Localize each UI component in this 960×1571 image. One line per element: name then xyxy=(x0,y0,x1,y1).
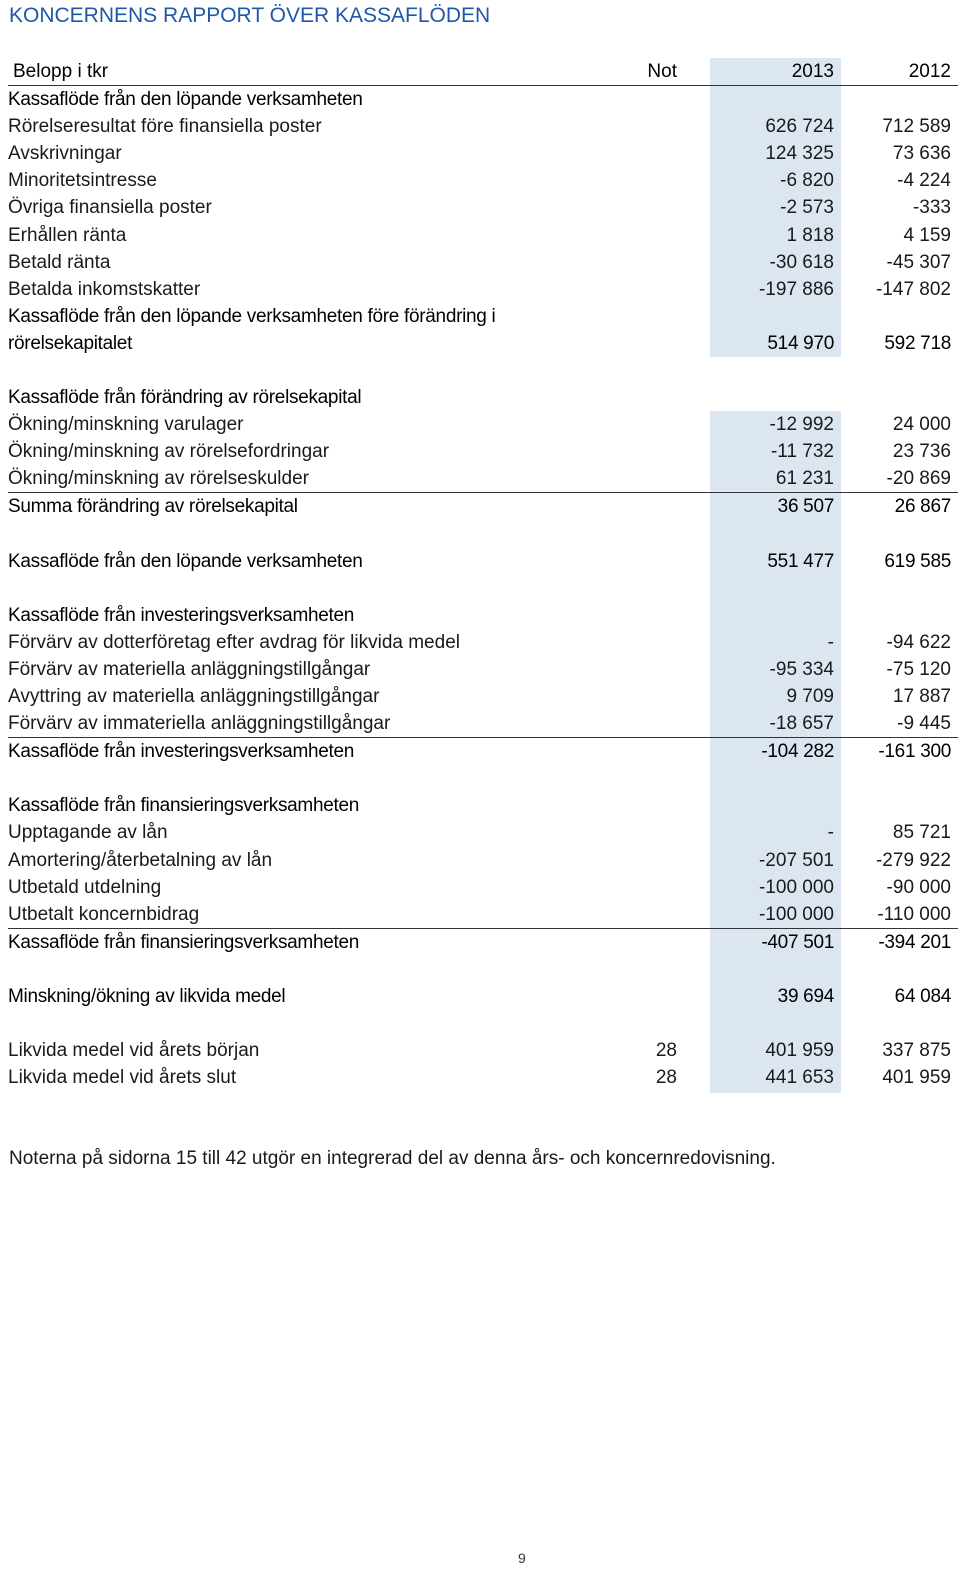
row-label: Likvida medel vid årets början xyxy=(8,1040,260,1062)
table-row xyxy=(8,847,958,874)
table-row xyxy=(8,140,958,167)
row-label: Kassaflöde från investeringsverksamheten xyxy=(8,741,355,763)
value-2013: 401 959 xyxy=(765,1040,834,1062)
row-label: Rörelseresultat före finansiella poster xyxy=(8,116,322,138)
spacer-row xyxy=(8,575,958,602)
row-label: Kassaflöde från investeringsverksamheten xyxy=(8,604,355,626)
value-2012: -75 120 xyxy=(886,658,951,680)
value-2012: -110 000 xyxy=(877,903,951,925)
table-row xyxy=(8,629,958,656)
cashflow-table xyxy=(8,58,958,1091)
table-row xyxy=(8,411,958,438)
section-heading xyxy=(8,86,958,113)
row-label: Avskrivningar xyxy=(8,143,122,165)
total-row xyxy=(8,303,958,357)
footnote: Noterna på sidorna 15 till 42 utgör en integrerad del av denna års- och koncernredovisning. xyxy=(9,1148,776,1169)
row-label: Ökning/minskning av rörelseskulder xyxy=(8,468,309,490)
value-2013: -18 657 xyxy=(769,713,834,735)
value-2013: -30 618 xyxy=(769,251,834,273)
row-label: Ökning/minskning av rörelsefordringar xyxy=(8,441,330,463)
value-2012: -94 622 xyxy=(886,631,951,653)
table-row xyxy=(8,194,958,221)
value-2013: -2 573 xyxy=(780,197,834,219)
row-label: Kassaflöde från den löpande verksamheten före förändring i rörelsekapitalet xyxy=(8,305,496,354)
row-label: Likvida medel vid årets slut xyxy=(8,1067,237,1089)
spacer-row xyxy=(8,956,958,983)
row-label: Kassaflöde från finansieringsverksamheten xyxy=(8,795,360,817)
row-label: Upptagande av lån xyxy=(8,822,168,844)
value-2013: - xyxy=(827,631,834,653)
row-label: Avyttring av materiella anläggningstillgångar xyxy=(8,685,380,707)
row-label: Kassaflöde från förändring av rörelsekapital xyxy=(8,386,362,408)
value-2012: -394 201 xyxy=(878,931,951,953)
value-2012: 17 887 xyxy=(892,685,951,707)
header-not: Not xyxy=(647,61,677,82)
value-2013: 551 477 xyxy=(767,550,834,572)
header-2013: 2013 xyxy=(791,61,834,82)
page-number: 9 xyxy=(518,1550,526,1566)
table-row xyxy=(8,222,958,249)
value-2013: 61 231 xyxy=(775,468,834,490)
row-label: Kassaflöde från den löpande verksamheten xyxy=(8,89,363,111)
row-label: Summa förändring av rörelsekapital xyxy=(8,496,298,518)
row-label: Betald ränta xyxy=(8,251,111,273)
table-row xyxy=(8,656,958,683)
value-2013: 39 694 xyxy=(777,986,834,1007)
table-row xyxy=(8,874,958,901)
header-2012: 2012 xyxy=(908,61,951,82)
value-2012: -161 300 xyxy=(878,741,951,763)
value-2012: 712 589 xyxy=(882,116,951,138)
total-row xyxy=(8,493,958,520)
table-row xyxy=(8,438,958,465)
table-row xyxy=(8,113,958,140)
row-label: Betalda inkomstskatter xyxy=(8,278,201,300)
row-label: Övriga finansiella poster xyxy=(8,197,212,219)
table-row xyxy=(8,465,958,493)
value-2013: -100 000 xyxy=(758,876,834,898)
row-label: Förvärv av immateriella anläggningstillgångar xyxy=(8,713,391,735)
value-2012: 64 084 xyxy=(894,986,951,1007)
table-row xyxy=(8,167,958,194)
spacer-row xyxy=(8,520,958,547)
table-header xyxy=(8,58,958,86)
value-2013: -197 886 xyxy=(758,278,834,300)
row-label: Minskning/ökning av likvida medel xyxy=(8,986,286,1007)
value-2013: 36 507 xyxy=(777,496,834,518)
total-row xyxy=(8,929,958,956)
value-2012: -333 xyxy=(912,197,951,219)
value-2013: - xyxy=(827,822,834,844)
value-2012: 23 736 xyxy=(892,441,951,463)
value-2012: 73 636 xyxy=(892,143,951,165)
value-2012: 26 867 xyxy=(894,496,951,518)
section-heading xyxy=(8,792,958,819)
table-row xyxy=(8,683,958,710)
value-2012: 85 721 xyxy=(892,822,951,844)
row-label: Utbetalt koncernbidrag xyxy=(8,903,200,925)
row-label: Förvärv av dotterföretag efter avdrag för likvida medel xyxy=(8,631,460,653)
value-2012: 4 159 xyxy=(903,224,951,246)
section-heading xyxy=(8,602,958,629)
spacer-row xyxy=(8,1010,958,1037)
value-2013: 1 818 xyxy=(786,224,834,246)
table-row xyxy=(8,901,958,929)
value-2012: -90 000 xyxy=(886,876,951,898)
value-2013: -95 334 xyxy=(769,658,834,680)
row-label: Kassaflöde från finansieringsverksamheten xyxy=(8,931,360,953)
value-2012: -20 869 xyxy=(886,468,951,490)
total-row xyxy=(8,738,958,765)
page-title: KONCERNENS RAPPORT ÖVER KASSAFLÖDEN xyxy=(9,4,491,27)
row-label: Amortering/återbetalning av lån xyxy=(8,849,273,871)
row-label: Utbetald utdelning xyxy=(8,876,162,898)
value-2013: -207 501 xyxy=(758,849,834,871)
table-row xyxy=(8,249,958,276)
table-row xyxy=(8,276,958,303)
table-row xyxy=(8,710,958,738)
value-2012: 619 585 xyxy=(884,550,951,572)
total-row xyxy=(8,548,958,575)
value-2013: -6 820 xyxy=(780,170,834,192)
value-2012: -45 307 xyxy=(886,251,951,273)
row-note: 28 xyxy=(655,1040,677,1062)
table-row xyxy=(8,1064,958,1091)
value-2013: -100 000 xyxy=(758,903,834,925)
row-label: Minoritetsintresse xyxy=(8,170,157,192)
spacer-row xyxy=(8,357,958,384)
value-2012: 401 959 xyxy=(882,1067,951,1089)
value-2013: 441 653 xyxy=(765,1067,834,1089)
header-label: Belopp i tkr xyxy=(13,61,109,82)
value-2013: 514 970 xyxy=(767,332,834,354)
value-2013: -11 732 xyxy=(770,441,834,463)
row-note: 28 xyxy=(655,1067,677,1089)
total-row xyxy=(8,983,958,1010)
row-label: Ökning/minskning varulager xyxy=(8,414,244,436)
value-2013: 9 709 xyxy=(786,685,834,707)
row-label: Förvärv av materiella anläggningstillgångar xyxy=(8,658,371,680)
value-2012: -9 445 xyxy=(897,713,951,735)
value-2012: -147 802 xyxy=(875,278,951,300)
table-row xyxy=(8,1037,958,1064)
value-2012: 24 000 xyxy=(892,414,951,436)
value-2013: -12 992 xyxy=(769,414,834,436)
row-label: Kassaflöde från den löpande verksamheten xyxy=(8,550,363,572)
row-label: Erhållen ränta xyxy=(8,224,127,246)
spacer-row xyxy=(8,765,958,792)
value-2013: 124 325 xyxy=(765,143,834,165)
value-2012: -4 224 xyxy=(897,170,951,192)
value-2013: 626 724 xyxy=(765,116,834,138)
section-heading xyxy=(8,384,958,411)
value-2012: 592 718 xyxy=(884,332,951,354)
value-2012: -279 922 xyxy=(875,849,951,871)
table-row xyxy=(8,819,958,846)
value-2013: -104 282 xyxy=(761,741,834,763)
value-2013: -407 501 xyxy=(761,931,834,953)
value-2012: 337 875 xyxy=(882,1040,951,1062)
